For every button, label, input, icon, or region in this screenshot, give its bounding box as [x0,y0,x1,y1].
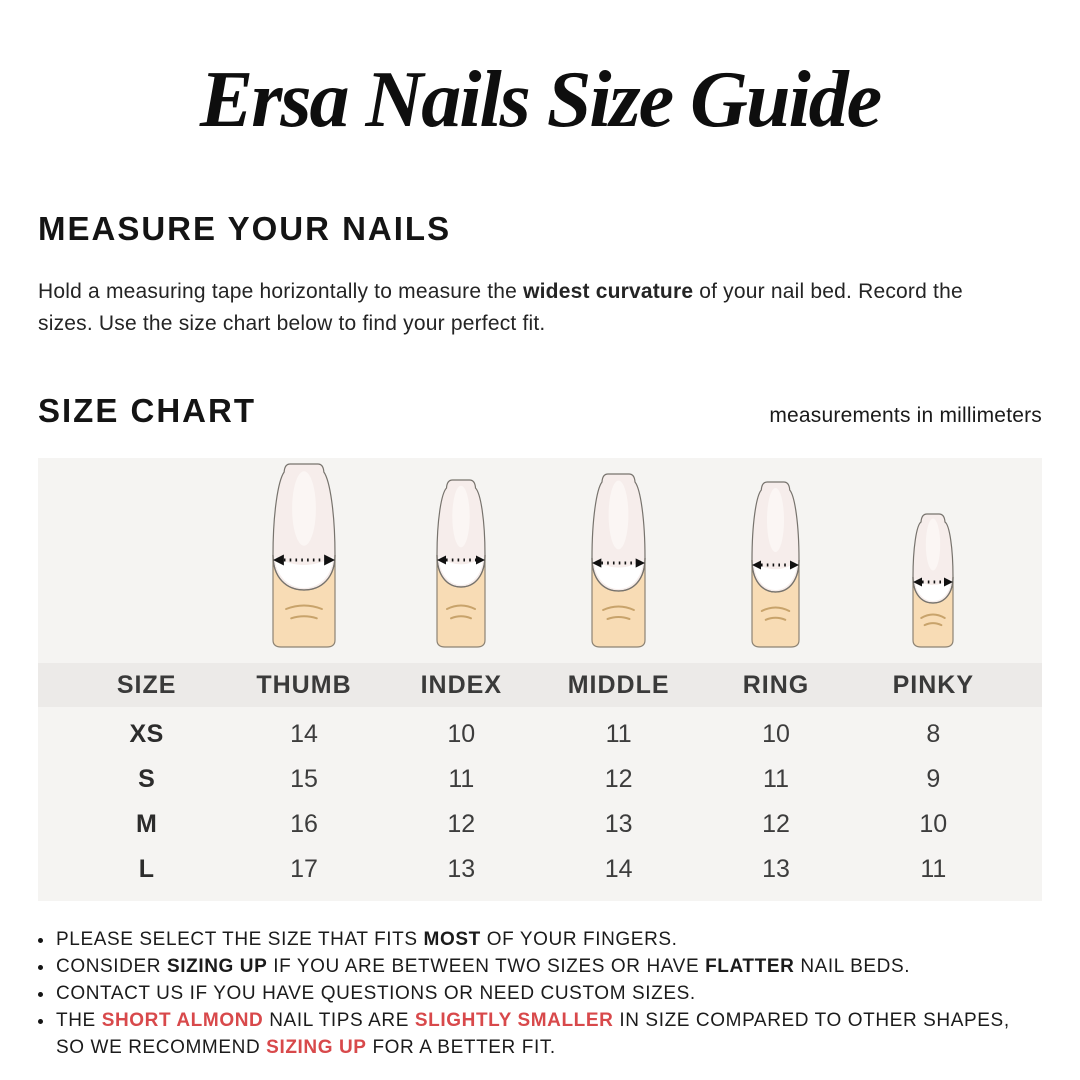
page-title: Ersa Nails Size Guide [199,56,881,144]
index-finger-illustration [436,478,486,648]
text-segment: IN SIZE COMPARED TO OTHER SHAPES, SO WE RECOMMEND [56,1010,1010,1058]
text-segment: FOR A BETTER FIT. [366,1036,556,1058]
highlighted-red-text: SHORT ALMOND [101,1010,264,1031]
bold-text: widest curvature [523,280,694,303]
text-segment: NAIL TIPS ARE [263,1010,415,1031]
size-row-l [38,847,1042,892]
thumb-finger-cell [225,462,382,663]
size-chart-heading: SIZE CHART [38,392,256,429]
size-chart-headrow [38,392,1042,430]
note-item [38,981,1038,1008]
measurement-value: 13 [447,855,476,883]
ring-finger-cell [697,480,854,663]
note-text [56,954,910,981]
size-label: S [138,765,156,793]
bold-text: SIZING UP [166,956,268,977]
measurement-value: 12 [447,810,476,838]
bullet-icon [38,938,43,943]
size-row-s [38,757,1042,802]
thumb-finger-illustration [272,462,336,648]
measurement-value: 11 [920,855,947,883]
column-header-thumb: THUMB [256,670,352,699]
note-item [38,927,1038,954]
units-note: measurements in millimeters [769,404,1042,427]
measurement-value: 12 [604,765,633,793]
measurement-value: 14 [290,720,318,748]
bullet-icon [38,965,43,970]
notes-list [38,927,1038,1061]
bold-text: FLATTER [705,956,795,977]
column-header-index: INDEX [420,670,503,699]
size-chart-body [38,707,1042,901]
measurement-value: 14 [604,855,633,883]
measurement-value: 11 [763,765,789,793]
bullet-icon [38,1019,43,1024]
measurement-value: 13 [762,855,790,883]
pinky-finger-illustration [912,512,954,648]
size-row-xs [38,712,1042,757]
text-segment: IF YOU ARE BETWEEN TWO SIZES OR HAVE [267,956,706,977]
middle-finger-cell [540,472,697,663]
bold-text: MOST [423,929,481,950]
text-segment: of your nail bed. Record the sizes. Use the size chart below to find your perfect fit. [38,280,963,335]
column-header-middle: MIDDLE [567,670,670,699]
size-label: XS [129,720,164,748]
measurement-value: 10 [447,720,476,748]
note-text [56,981,696,1008]
bullet-icon [38,992,43,997]
finger-illustrations-row [38,458,1042,663]
size-chart-header-row [38,663,1042,707]
measurement-value: 8 [926,720,941,748]
measurement-value: 13 [604,810,633,838]
measurement-value: 11 [605,720,632,748]
column-header-ring: RING [742,670,810,699]
text-segment: Hold a measuring tape horizontally to measure the [38,280,524,303]
text-segment: OF YOUR FINGERS. [480,929,678,950]
note-text [56,927,678,954]
size-label: M [136,810,158,838]
measurement-value: 16 [290,810,318,838]
note-item [38,1008,1038,1061]
text-segment: PLEASE SELECT THE SIZE THAT FITS [56,929,424,950]
middle-finger-illustration [591,472,646,648]
text-segment: THE [56,1010,102,1031]
measurement-value: 10 [919,810,948,838]
measure-instructions [38,276,1003,340]
ring-finger-illustration [751,480,800,648]
measurement-value: 9 [926,765,941,793]
text-segment: CONTACT US IF YOU HAVE QUESTIONS OR NEED CUSTOM SIZES. [56,983,696,1004]
highlighted-red-text: SIZING UP [266,1036,367,1058]
measurement-value: 17 [290,855,318,883]
measurement-value: 15 [290,765,318,793]
finger-spacer-cell [68,648,225,663]
highlighted-red-text: SLIGHTLY SMALLER [414,1010,614,1031]
index-finger-cell [383,478,540,663]
text-segment: NAIL BEDS. [794,956,911,977]
measure-section-heading: MEASURE YOUR NAILS [38,210,452,247]
column-header-size: SIZE [116,670,177,699]
size-label: L [138,855,155,883]
pinky-finger-cell [855,512,1012,663]
measurement-value: 11 [448,765,475,793]
measurement-value: 10 [762,720,790,748]
column-header-pinky: PINKY [892,670,975,699]
size-chart-header-band [38,663,1042,707]
measurement-value: 12 [762,810,790,838]
text-segment: CONSIDER [56,956,167,977]
note-item [38,954,1038,981]
size-chart-panel [38,458,1042,901]
size-row-m [38,802,1042,847]
note-text [56,1008,1038,1061]
